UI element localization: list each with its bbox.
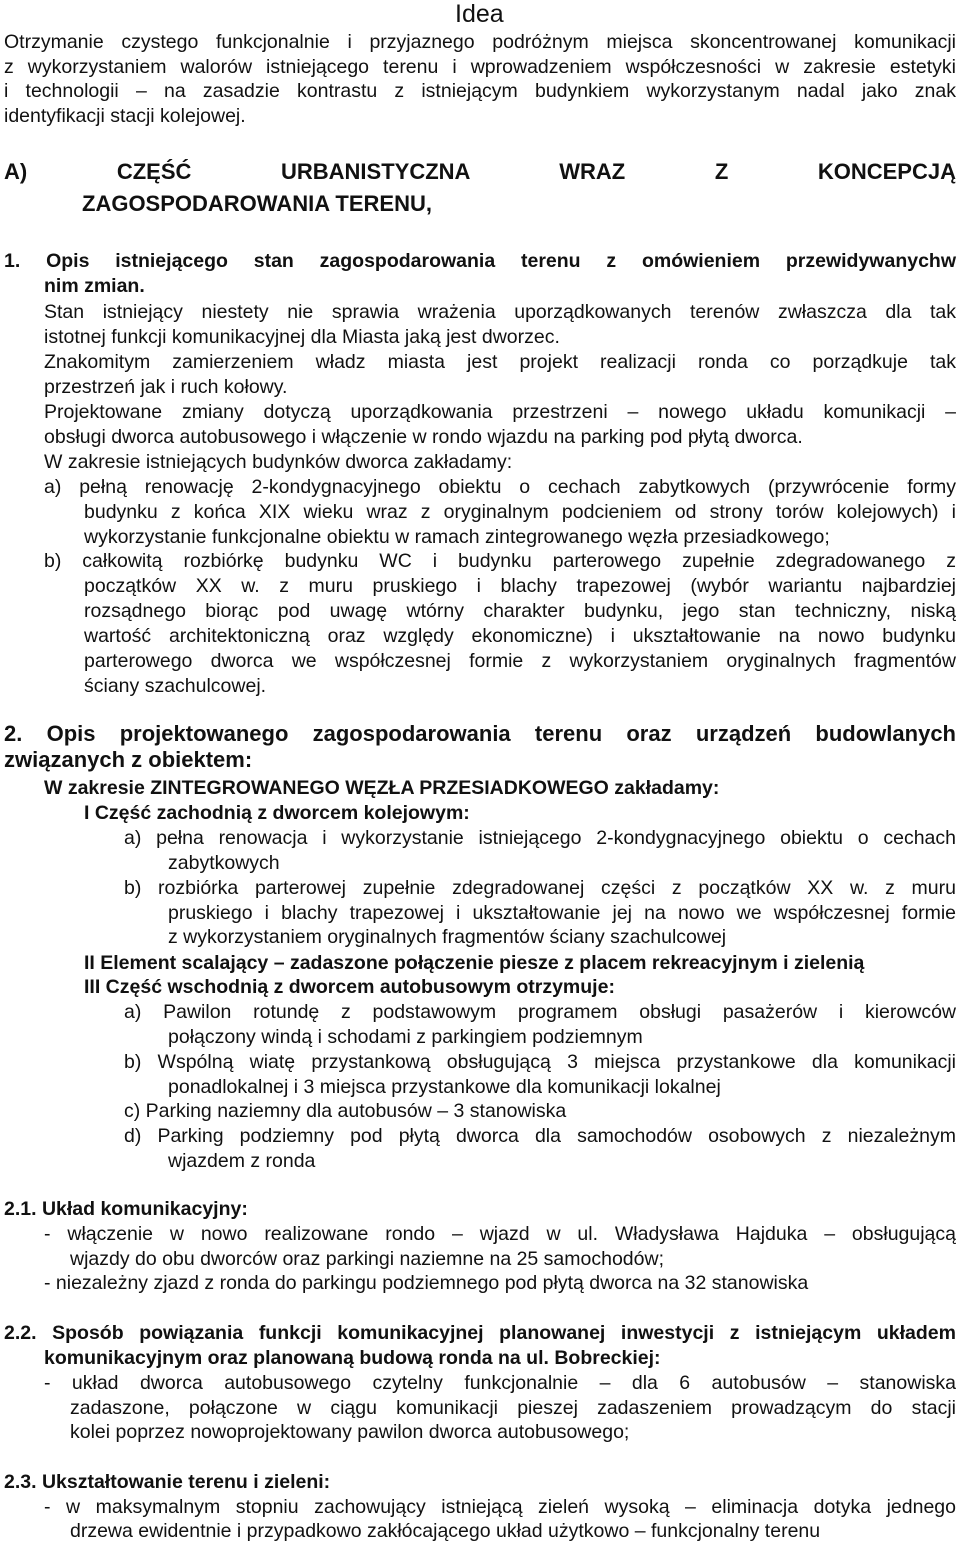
list-item-line: a) pełna renowacja i wykorzystanie istniejącego 2-kondygnacyjnego obiektu o cechach — [124, 827, 956, 849]
list-item-line: - w maksymalnym stopniu zachowujący istniejącą zieleń wysoką – eliminacja dotyka jednego — [44, 1496, 956, 1518]
list-item-line: - niezależny zjazd z ronda do parkingu podziemnego pod płytą dworca na 32 stanowiska — [44, 1272, 809, 1294]
list-item-line: z wykorzystaniem oryginalnych fragmentów ściany szachulcowej — [168, 926, 727, 948]
section-2-subheading: W zakresie ZINTEGROWANEGO WĘZŁA PRZESIADKOWEGO zakładamy: — [44, 777, 720, 799]
list-item-line: pruskiego i blachy trapezowej i ukształtowanie jej na nowo we współczesnej formie — [168, 902, 956, 924]
list-item-line: wartość architektoniczną oraz względy ekonomiczne) i ukształtowanie na nowo budynku — [84, 625, 956, 647]
list-item-line: c) Parking naziemny dla autobusów – 3 stanowiska — [124, 1100, 567, 1122]
paragraph-line: Projektowane zmiany dotyczą uporządkowania przestrzeni – nowego układu komunikacji – — [44, 401, 956, 423]
list-item-line: ściany szachulcowej. — [84, 675, 267, 697]
part-3-heading: III Część wschodnią z dworcem autobusowym otrzymuje: — [84, 976, 615, 998]
paragraph-line: W zakresie istniejących budynków dworca zakładamy: — [44, 451, 513, 473]
list-item-line: zabytkowych — [168, 852, 280, 874]
intro-line: i technologii – na zasadzie kontrastu z istniejącym budynkiem wykorzystanym nadal jako znak — [4, 80, 956, 102]
paragraph-line: Znakomitym zamierzeniem władz miasta jest projekt realizacji ronda co porządkuje tak — [44, 351, 956, 373]
list-item-line: d) Parking podziemny pod płytą dworca dla samochodów osobowych z niezależnym — [124, 1125, 956, 1147]
list-item-line: połączony windą i schodami z parkingiem podziemnym — [168, 1026, 643, 1048]
paragraph-line: Stan istniejący niestety nie sprawia wrażenia uporządkowanych terenów zwłaszcza dla tak — [44, 301, 956, 323]
list-item-line: b) Wspólną wiatę przystankową obsługującą 3 miejsca przystankowe dla komunikacji — [124, 1051, 956, 1073]
intro-line: Otrzymanie czystego funkcjonalnie i przyjaznego podróżnym miejsca skoncentrowanej komunikacji — [4, 31, 956, 53]
part-2-heading: II Element scalający – zadaszone połączenie piesze z placem rekreacyjnym i zielenią — [84, 952, 865, 974]
paragraph-line: przestrzeń jak i ruch kołowy. — [44, 376, 288, 398]
section-2-2-heading: 2.2. Sposób powiązania funkcji komunikacyjnej planowanej inwestycji z istniejącym układem — [4, 1322, 956, 1344]
section-2-1-heading: 2.1. Układ komunikacyjny: — [4, 1198, 248, 1220]
list-item-line: - układ dworca autobusowego czytelny funkcjonalnie – dla 6 autobusów – stanowiska — [44, 1372, 956, 1394]
list-item-line: b) całkowitą rozbiórkę budynku WC i budynku parterowego zupełnie zdegradowanego z — [44, 550, 956, 572]
section-1-heading: nim zmian. — [44, 275, 145, 297]
paragraph-line: istotnej funkcji komunikacyjnej dla Miasta jaką jest dworzec. — [44, 326, 560, 348]
intro-line: z wykorzystaniem walorów istniejącego terenu i wprowadzeniem współczesności w zakresie estetyki — [4, 56, 956, 78]
section-2-2-heading: komunikacyjnym oraz planowaną budową ronda na ul. Bobreckiej: — [44, 1347, 661, 1369]
list-item-line: rozsądnego biorąc pod uwagę wtórny charakter budynku, jego stan techniczny, niską — [84, 600, 956, 622]
part-1-heading: I Część zachodnią z dworcem kolejowym: — [84, 802, 470, 824]
paragraph-line: obsługi dworca autobusowego i włączenie w rondo wjazdu na parking pod płytą dworca. — [44, 426, 803, 448]
list-item-line: kolei poprzez nowoprojektowany pawilon dworca autobusowego; — [70, 1421, 630, 1443]
list-item-line: ponadlokalnej i 3 miejsca przystankowe dla komunikacji lokalnej — [168, 1076, 721, 1098]
list-item-line: drzewa ewidentnie i przypadkowo zakłócającego układ użytkowo – funkcjonalny terenu — [70, 1520, 821, 1542]
section-2-3-heading: 2.3. Ukształtowanie terenu i zieleni: — [4, 1471, 331, 1493]
list-item-line: a) pełną renowację 2-kondygnacyjnego obiektu o cechach zabytkowych (przywrócenie formy — [44, 476, 956, 498]
list-item-line: a) Pawilon rotundę z podstawowym programem obsługi pasażerów i kierowców — [124, 1001, 956, 1023]
page-title: Idea — [455, 0, 504, 28]
list-item-line: wjazdy do obu dworców oraz parkingi naziemne na 25 samochodów; — [70, 1248, 664, 1270]
list-item-line: budynku z końca XIX wieku wraz z oryginalnym podcieniem od strony torów kolejowych) i — [84, 501, 956, 523]
section-a-heading: ZAGOSPODAROWANIA TERENU, — [82, 191, 432, 216]
list-item-line: wjazdem z ronda — [168, 1150, 316, 1172]
section-a-heading: A) CZĘŚĆ URBANISTYCZNA WRAZ Z KONCEPCJĄ — [4, 159, 956, 184]
list-item-line: początków XX w. z muru pruskiego i blachy trapezowej (wybór wariantu najbardziej — [84, 575, 956, 597]
list-item-line: - włączenie w nowo realizowane rondo – wjazd w ul. Władysława Hajduka – obsługującą — [44, 1223, 956, 1245]
section-2-heading: związanych z obiektem: — [4, 747, 253, 772]
list-item-line: parterowego dworca we współczesnej formie z wykorzystaniem oryginalnych fragmentów — [84, 650, 956, 672]
list-item-line: zadaszone, połączone w ciągu komunikacji pieszej zadaszeniem prowadzącym do stacji — [70, 1397, 956, 1419]
intro-line: identyfikacji stacji kolejowej. — [4, 105, 246, 127]
section-2-heading: 2. Opis projektowanego zagospodarowania terenu oraz urządzeń budowlanych — [4, 721, 956, 746]
section-1-heading: 1. Opis istniejącego stan zagospodarowania terenu z omówieniem przewidywanychw — [4, 250, 956, 272]
list-item-line: wykorzystanie funkcjonalne obiektu w ramach zintegrowanego węzła przesiadkowego; — [84, 526, 830, 548]
list-item-line: b) rozbiórka parterowej zupełnie zdegradowanej części z początków XX w. z muru — [124, 877, 956, 899]
